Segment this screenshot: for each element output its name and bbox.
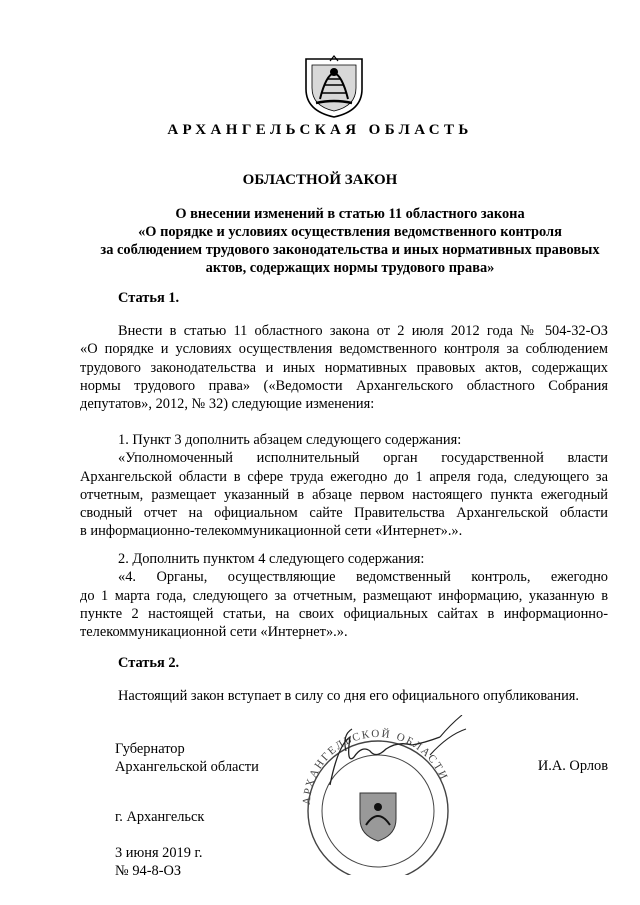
paragraph-line: сводный отчет на официальном сайте Правительства Архангельской области bbox=[80, 505, 608, 522]
stamp-text: АРХАНГЕЛЬСКОЙ ОБЛАСТИ bbox=[300, 727, 451, 806]
law-title-line: актов, содержащих нормы трудового права» bbox=[205, 260, 495, 276]
paragraph-line: «О порядке и условиях осуществления ведомственного контроля за соблюдением bbox=[80, 341, 608, 358]
article-1-heading: Статья 1. bbox=[118, 290, 180, 306]
paragraph-line: «4. Органы, осуществляющие ведомственный контроль, ежегодно bbox=[118, 569, 608, 586]
date-and-number bbox=[115, 844, 202, 880]
coat-of-arms-icon bbox=[300, 55, 368, 119]
paragraph-line: до 1 марта года, следующего за отчетным, размещают информацию, указанную в bbox=[80, 587, 608, 604]
paragraph-line: Архангельской области в сфере труда ежегодно до 1 апреля года, следующего за bbox=[80, 468, 608, 485]
paragraph-line: нормы трудового права» («Ведомости Архангельского областного Собрания bbox=[80, 377, 608, 394]
paragraph-line: депутатов», 2012, № 32) следующие изменения: bbox=[80, 396, 375, 413]
paragraph-line: в информационно-телекоммуникационной сети «Интернет».». bbox=[80, 523, 463, 540]
paragraph-line: телекоммуникационной сети «Интернет».». bbox=[80, 624, 348, 641]
region-name: АРХАНГЕЛЬСКАЯ ОБЛАСТЬ bbox=[167, 122, 473, 138]
signatory-position-line: Губернатор bbox=[115, 741, 185, 757]
article-1-intro bbox=[80, 322, 608, 413]
law-number: № 94-8-ОЗ bbox=[115, 863, 182, 879]
paragraph-line: Внести в статью 11 областного закона от 2 июля 2012 года № 504-32-ОЗ bbox=[118, 323, 608, 339]
article-2-text bbox=[80, 687, 608, 705]
signing-date: 3 июня 2019 г. bbox=[115, 845, 203, 861]
article-2-heading: Статья 2. bbox=[118, 655, 180, 671]
paragraph-line: Настоящий закон вступает в силу со дня его официального опубликования. bbox=[118, 688, 579, 704]
paragraph-line: отчетным, размещает указанный в абзаце первом настоящего пункта ежегодный bbox=[80, 486, 608, 503]
article-1-item-1 bbox=[80, 431, 608, 541]
law-title-line: за соблюдением трудового законодательства и иных нормативных правовых bbox=[100, 242, 600, 258]
law-title-line: «О порядке и условиях осуществления ведомственного контроля bbox=[138, 224, 562, 240]
signatory-position bbox=[115, 740, 259, 776]
paragraph-line: 1. Пункт 3 дополнить абзацем следующего содержания: bbox=[118, 432, 462, 448]
law-title bbox=[80, 205, 620, 277]
article-1-item-2 bbox=[80, 550, 608, 641]
paragraph-line: 2. Дополнить пунктом 4 следующего содержания: bbox=[118, 551, 425, 567]
document-type: ОБЛАСТНОЙ ЗАКОН bbox=[242, 172, 398, 188]
official-seal-stamp bbox=[290, 715, 520, 875]
paragraph-line: «Уполномоченный исполнительный орган государственной власти bbox=[118, 450, 608, 467]
law-title-line: О внесении изменений в статью 11 областного закона bbox=[175, 206, 525, 222]
city: г. Архангельск bbox=[115, 809, 205, 825]
signatory-name: И.А. Орлов bbox=[537, 758, 608, 774]
signatory-position-line: Архангельской области bbox=[115, 759, 259, 775]
paragraph-line: трудового законодательства и иных нормативных правовых актов, содержащих bbox=[80, 359, 608, 376]
paragraph-line: пункте 2 настоящей статьи, на своих официальных сайтах в информационно- bbox=[80, 605, 608, 622]
